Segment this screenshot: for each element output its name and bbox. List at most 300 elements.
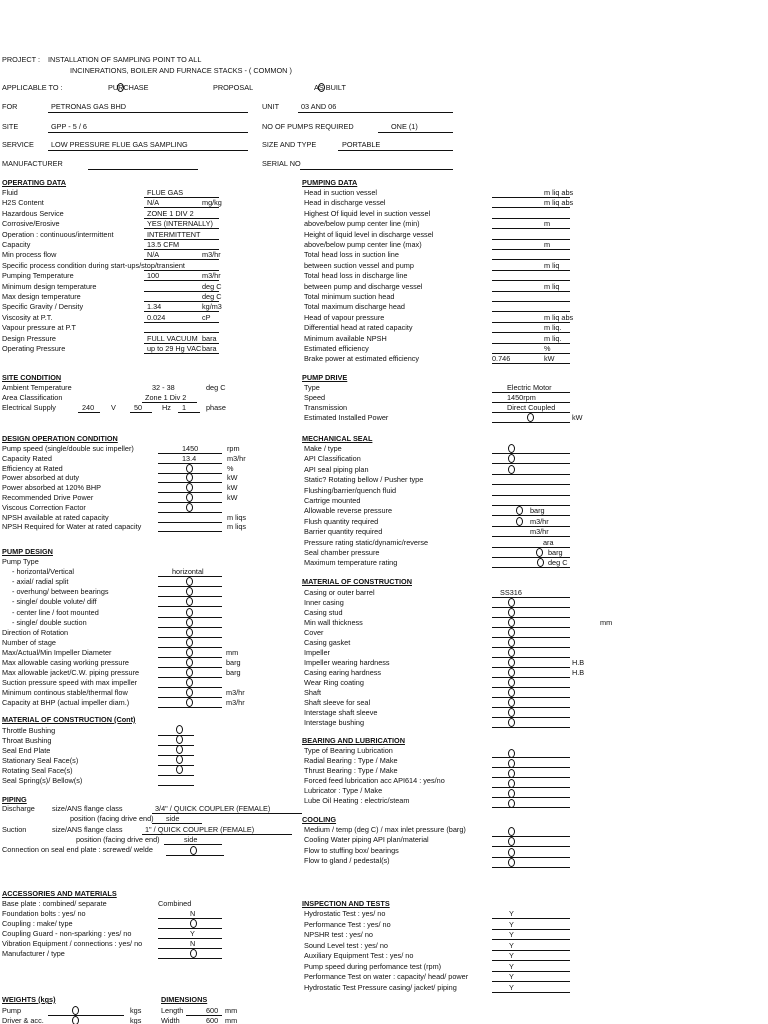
manufacturer-line — [88, 169, 198, 170]
operating-row-value: FULL VACUUM — [147, 333, 198, 343]
elec-hz-unit: Hz — [162, 403, 171, 412]
pumping-row-line — [492, 270, 570, 271]
accessories-row-label: Vibration Equipment / connections : yes/ no — [2, 939, 143, 948]
material-row-unit: H.B — [572, 668, 585, 677]
seal-row-unit: barg — [530, 506, 545, 516]
material-row-radio[interactable] — [508, 648, 515, 657]
pump-design-row-radio[interactable] — [186, 678, 193, 687]
pump-drive-row-radio[interactable] — [527, 413, 534, 422]
pump-drive-row-line — [492, 422, 570, 423]
operating-row-line — [144, 353, 219, 354]
accessories-row-radio[interactable] — [190, 919, 197, 928]
seal-row-label: Flush quantity required — [304, 516, 379, 526]
pumping-row-unit: m liq abs — [544, 188, 574, 197]
design-row-unit: rpm — [227, 444, 240, 453]
operating-row-value: 100 — [147, 271, 160, 281]
accessories-row-value: Combined — [158, 899, 192, 908]
operating-row-value: N/A — [147, 250, 160, 260]
pumping-row-line — [492, 301, 570, 302]
bearing-row-label: Radial Bearing : Type / Make — [304, 756, 398, 765]
accessories-row-line — [158, 918, 222, 919]
pump-drive-row-label: Transmission — [304, 403, 348, 412]
cooling-row-radio[interactable] — [508, 848, 515, 857]
design-row-label: Power absorbed at duty — [2, 473, 80, 483]
inspection-row-label: NPSHR test : yes/ no — [304, 930, 373, 939]
operating-row-label: Fluid — [2, 188, 18, 197]
material-cont-row-label: Throttle Bushing — [2, 726, 56, 735]
unit-line — [298, 112, 453, 113]
operating-row-value: 13.5 CFM — [147, 240, 180, 249]
inspection-row-label: Auxiliary Equipment Test : yes/ no — [304, 951, 414, 960]
pumps-line — [378, 132, 453, 133]
inspection-row-label: Hydrostatic Test Pressure casing/ jacket/ piping — [304, 982, 457, 992]
discharge-desc: size/ANS flange class — [52, 804, 123, 813]
pump-design-row-radio[interactable] — [186, 668, 193, 677]
material-row-value: SS316 — [500, 588, 522, 597]
inspection-row-value: Y — [509, 951, 514, 960]
seal-row-label: Make / type — [304, 444, 342, 453]
pumping-row-line — [492, 218, 570, 219]
design-row-label: Efficiency at Rated — [2, 463, 63, 473]
material-row-line — [492, 697, 570, 698]
pump-design-row-label: Minimum continous stable/thermal flow — [2, 688, 128, 698]
operating-row-unit: bara — [202, 344, 217, 353]
inspection-row-value: Y — [509, 982, 514, 992]
pump-design-row-radio[interactable] — [186, 698, 193, 707]
inspection-row-line — [492, 981, 570, 982]
pumps-label: NO OF PUMPS REQUIRED — [262, 122, 354, 131]
pump-design-row-radio[interactable] — [186, 688, 193, 697]
area-class-value: Zone 1 Div 2 — [145, 393, 187, 402]
pump-design-row-radio[interactable] — [186, 658, 193, 667]
operating-row-value: N/A — [147, 198, 160, 208]
inspection-title: INSPECTION AND TESTS — [302, 899, 390, 908]
design-row-line — [158, 512, 222, 513]
accessories-row-line — [158, 948, 222, 949]
operating-row-value: FLUE GAS — [147, 188, 184, 197]
serial-line — [300, 169, 453, 170]
pumping-row-unit: m liq — [544, 281, 560, 291]
material-row-label: Wear Ring coating — [304, 678, 364, 687]
pumps-value: ONE (1) — [391, 122, 418, 131]
pump-design-row-radio[interactable] — [186, 577, 193, 586]
pump-design-row-value: horizontal — [172, 567, 204, 577]
material-row-label: Impeller wearing hardness — [304, 658, 390, 667]
service-value: LOW PRESSURE FLUE GAS SAMPLING — [51, 140, 188, 149]
inspection-row-line — [492, 950, 570, 951]
pumping-row-unit: % — [544, 344, 551, 353]
cooling-row-line — [492, 857, 570, 858]
discharge-pos-value: side — [166, 814, 180, 823]
operating-row-label: Hazardous Service — [2, 208, 64, 218]
seal-row-label: Static? Rotating bellow / Pusher type — [304, 475, 424, 485]
material-cont-row-radio[interactable] — [176, 745, 183, 754]
pump-drive-row-value: Electric Motor — [507, 383, 552, 392]
cooling-row-radio[interactable] — [508, 827, 515, 836]
pump-design-row-label: Capacity at BHP (actual impeller diam.) — [2, 698, 130, 708]
ambient-temp-value: 32 - 38 — [152, 383, 175, 392]
accessories-row-value: N — [190, 909, 196, 918]
material-row-unit: H.B — [572, 658, 585, 667]
design-operation-title: DESIGN OPERATION CONDITION — [2, 434, 118, 443]
operating-row-label: Viscosity at P.T. — [2, 312, 53, 322]
pump-design-row-radio[interactable] — [186, 608, 193, 617]
cooling-row-label: Cooling Water piping API plan/material — [304, 835, 429, 845]
seal-row-radio[interactable] — [537, 558, 544, 567]
material-row-label: Interstage bushing — [304, 718, 365, 727]
cooling-row-label: Flow to gland / pedestal(s) — [304, 856, 390, 866]
pumping-row-line — [492, 207, 570, 208]
piping-title: PIPING — [2, 795, 27, 804]
service-line — [48, 150, 248, 151]
pump-weight-label: Pump — [2, 1006, 22, 1015]
seal-row-line — [492, 474, 570, 475]
seal-row-unit: barg — [548, 548, 563, 557]
design-row-label: Pump speed (single/double suc impeller) — [2, 444, 134, 453]
as-built-option: AS BUILT — [314, 83, 346, 92]
seal-row-unit: ara — [543, 537, 554, 547]
suction-value: 1" / QUICK COUPLER (FEMALE) — [145, 825, 255, 834]
material-cont-row-line — [158, 785, 194, 786]
pumping-row-label: Brake power at estimated efficiency — [304, 354, 420, 364]
material-row-label: Casing or outer barrel — [304, 588, 375, 597]
design-row-label: NPSH available at rated capacity — [2, 512, 109, 522]
width-value: 600 — [206, 1016, 219, 1024]
pump-design-row-label: Max allowable jacket/C.W. piping pressure — [2, 668, 140, 678]
length-label: Length — [161, 1006, 184, 1015]
bearing-row-line — [492, 777, 570, 778]
seal-row-label: Pressure rating static/dynamic/reverse — [304, 537, 429, 547]
inspection-row-label: Hydrostatic Test : yes/ no — [304, 909, 386, 918]
design-row-label: Recommended Drive Power — [2, 493, 94, 502]
design-row-label: Capacity Rated — [2, 453, 52, 463]
material-row-radio[interactable] — [508, 718, 515, 727]
design-row-unit: m liqs — [227, 522, 247, 532]
connection-label: Connection on seal end plate : screwed/ welde — [2, 845, 153, 854]
site-value: GPP - 5 / 6 — [51, 122, 87, 131]
design-row-radio[interactable] — [186, 473, 193, 482]
material-cont-row-label: Rotating Seal Face(s) — [2, 766, 73, 775]
operating-row-unit: mg/kg — [202, 198, 222, 208]
operating-row-label: Vapour pressure at P.T — [2, 323, 76, 333]
operating-row-label: Operation : continuous/intermittent — [2, 229, 114, 239]
accessories-row-value: N — [190, 939, 196, 948]
operating-row-value: 1.34 — [147, 302, 162, 312]
pump-design-row-radio[interactable] — [186, 628, 193, 637]
operating-row-value: INTERMITTENT — [147, 229, 201, 239]
accessories-row-line — [158, 958, 222, 959]
inspection-row-value: Y — [509, 919, 514, 929]
seal-row-unit: deg C — [548, 558, 568, 568]
pump-design-row-radio[interactable] — [186, 618, 193, 627]
purchase-radio[interactable] — [117, 83, 124, 92]
pump-design-row-label: - single/ double suction — [12, 617, 87, 627]
pumping-row-unit: m liq abs — [544, 312, 574, 322]
pumping-row-label: Estimated efficiency — [304, 344, 369, 353]
seal-row-radio[interactable] — [508, 465, 515, 474]
weights-title: WEIGHTS (kgs) — [2, 995, 56, 1004]
operating-row-value: YES (INTERNALLY) — [147, 219, 213, 229]
site-label: SITE — [2, 122, 19, 131]
size-type-value: PORTABLE — [342, 140, 381, 149]
seal-row-label: Cartrige mounted — [304, 496, 361, 505]
length-value: 600 — [206, 1006, 219, 1015]
operating-row-unit: deg C — [202, 292, 222, 301]
seal-row-line — [492, 463, 570, 464]
material-row-radio[interactable] — [508, 638, 515, 647]
as-built-radio[interactable] — [318, 83, 325, 92]
inspection-row-label: Performance Test : yes/ no — [304, 919, 391, 929]
material-row-line — [492, 717, 570, 718]
design-row-unit: m liqs — [227, 512, 247, 522]
pump-design-row-radio[interactable] — [186, 587, 193, 596]
cooling-row-label: Medium / temp (deg C) / max inlet pressure (barg) — [304, 825, 466, 834]
seal-row-label: Allowable reverse pressure — [304, 506, 393, 516]
seal-row-label: API Classification — [304, 454, 361, 464]
pump-drive-row-value: 1450rpm — [507, 393, 536, 402]
site-condition-title: SITE CONDITION — [2, 373, 62, 382]
connection-radio[interactable] — [190, 846, 197, 855]
suction-label: Suction — [2, 825, 27, 834]
pumping-row-label: above/below pump center line (min) — [304, 219, 420, 229]
seal-row-radio[interactable] — [536, 548, 543, 557]
pump-drive-row-value: Direct Coupled — [507, 403, 556, 412]
pump-design-row-unit: m3/hr — [226, 688, 245, 698]
pump-weight-radio[interactable] — [72, 1006, 79, 1015]
bearing-row-label: Lube Oil Heating : electric/steam — [304, 796, 410, 805]
material-row-line — [492, 647, 570, 648]
pumping-row-label: Highest Of liquid level in suction vessel — [304, 208, 431, 218]
accessories-row-label: Base plate : combined/ separate — [2, 899, 107, 908]
cooling-row-radio[interactable] — [508, 837, 515, 846]
material-row-radio[interactable] — [508, 618, 515, 627]
size-type-line — [338, 150, 453, 151]
material-cont-row-radio[interactable] — [176, 765, 183, 774]
bearing-row-line — [492, 757, 570, 758]
operating-row-unit: kg/m3 — [202, 302, 222, 312]
size-type-label: SIZE AND TYPE — [262, 140, 317, 149]
pump-design-row-unit: barg — [226, 658, 241, 667]
operating-row-label: H2S Content — [2, 198, 44, 208]
elec-volt-line — [78, 412, 100, 413]
ambient-temp-unit: deg C — [206, 383, 226, 392]
material-row-line — [492, 687, 570, 688]
design-row-unit: kW — [227, 493, 238, 502]
design-row-unit: kW — [227, 473, 238, 483]
proposal-option: PROPOSAL — [213, 83, 254, 92]
inspection-row-label: Performance Test on water : capacity/ head/ power — [304, 972, 469, 981]
pumping-row-unit: kW — [544, 354, 555, 364]
material-row-line — [492, 727, 570, 728]
elec-phase-line — [178, 412, 200, 413]
seal-row-radio[interactable] — [516, 506, 523, 515]
seal-row-label: Barrier quantity required — [304, 527, 383, 537]
seal-row-radio[interactable] — [516, 517, 523, 526]
pump-design-row-label: Direction of Rotation — [2, 627, 69, 637]
cooling-row-line — [492, 846, 570, 847]
pumping-row-label: Height of liquid level in discharge vessel — [304, 229, 434, 239]
material-cont-row-label: Throat Bushing — [2, 736, 52, 745]
suction-line — [142, 834, 292, 835]
unit-value: 03 AND 06 — [301, 102, 337, 111]
seal-row-radio[interactable] — [508, 454, 515, 463]
pumping-row-unit: m liq abs — [544, 198, 574, 208]
driver-weight-radio[interactable] — [72, 1016, 79, 1024]
operating-row-unit: deg C — [202, 281, 222, 291]
material-row-radio[interactable] — [508, 598, 515, 607]
pumping-row-unit: m liq — [544, 260, 560, 270]
unit-label: UNIT — [262, 102, 280, 111]
pumping-row-label: above/below pump center line (max) — [304, 240, 422, 249]
inspection-row-value: Y — [509, 909, 514, 918]
pumping-row-line — [492, 291, 570, 292]
material-row-radio[interactable] — [508, 688, 515, 697]
material-row-label: Casing earing hardness — [304, 668, 382, 677]
bearing-row-label: Forced feed lubrication acc API614 : yes/no — [304, 776, 445, 785]
design-row-line — [158, 531, 222, 532]
pumping-row-label: Differential head at rated capacity — [304, 323, 413, 333]
material-row-line — [492, 707, 570, 708]
material-cont-title: MATERIAL OF CONSTRUCTION (Cont) — [2, 715, 136, 724]
material-row-radio[interactable] — [508, 678, 515, 687]
operating-row-label: Design Pressure — [2, 333, 56, 343]
pump-drive-title: PUMP DRIVE — [302, 373, 348, 382]
design-row-radio[interactable] — [186, 493, 193, 502]
pumping-row-label: Head in suction vessel — [304, 188, 378, 197]
accessories-row-radio[interactable] — [190, 949, 197, 958]
material-cont-row-radio[interactable] — [176, 755, 183, 764]
inspection-row-line — [492, 929, 570, 930]
material-row-label: Impeller — [304, 648, 330, 657]
width-unit: mm — [225, 1016, 238, 1024]
pump-design-row-radio[interactable] — [186, 648, 193, 657]
operating-row-label: Pumping Temperature — [2, 271, 74, 281]
width-label: Width — [161, 1016, 180, 1024]
pump-drive-row-unit: kW — [572, 413, 583, 422]
pump-weight-line — [48, 1015, 124, 1016]
inspection-row-label: Pump speed during perfomance test (rpm) — [304, 961, 442, 971]
operating-row-label: Capacity — [2, 240, 31, 249]
pumping-row-unit: m liq. — [544, 323, 562, 333]
pump-design-row-label: - horizontal/Vertical — [12, 567, 75, 577]
bearing-row-label: Thrust Bearing : Type / Make — [304, 766, 398, 775]
design-row-radio[interactable] — [186, 483, 193, 492]
operating-row-value: up to 29 Hg VAC — [147, 344, 202, 353]
material-row-radio[interactable] — [508, 698, 515, 707]
design-row-radio[interactable] — [186, 464, 193, 473]
material-row-radio[interactable] — [508, 628, 515, 637]
material-row-label: Shaft — [304, 688, 322, 697]
design-row-unit: kW — [227, 483, 238, 493]
operating-row-value: 0.024 — [147, 312, 166, 322]
pump-design-row-radio[interactable] — [186, 638, 193, 647]
for-line — [48, 112, 248, 113]
pump-design-row-label: Number of stage — [2, 637, 56, 647]
cooling-row-line — [492, 836, 570, 837]
seal-row-radio[interactable] — [508, 444, 515, 453]
bearing-title: BEARING AND LUBRICATION — [302, 736, 405, 745]
pump-design-title: PUMP DESIGN — [2, 547, 53, 556]
design-row-line — [158, 522, 222, 523]
pump-design-row-label: Max/Actual/Min Impeller Diameter — [2, 647, 112, 657]
operating-row-unit: cP — [202, 312, 211, 322]
inspection-row-line — [492, 918, 570, 919]
material-cont-row-line — [158, 775, 194, 776]
bearing-row-line — [492, 807, 570, 808]
inspection-row-line — [492, 960, 570, 961]
pump-drive-row-label: Estimated Installed Power — [304, 413, 389, 422]
pumping-row-unit: m — [544, 240, 551, 249]
material-row-label: Shaft sleeve for seal — [304, 698, 371, 707]
inspection-row-value: Y — [509, 940, 514, 950]
operating-data-title: OPERATING DATA — [2, 178, 67, 187]
seal-row-label: Seal chamber pressure — [304, 548, 380, 557]
design-row-value: 13.4 — [182, 453, 197, 463]
material-row-radio[interactable] — [508, 668, 515, 677]
cooling-row-label: Flow to stuffing box/ bearings — [304, 845, 399, 855]
pumping-row-label: Total minimum suction head — [304, 292, 395, 301]
material-cont-row-label: Seal End Plate — [2, 746, 51, 755]
for-label: FOR — [2, 102, 18, 111]
material-row-line — [492, 677, 570, 678]
length-unit: mm — [225, 1006, 238, 1015]
material-row-unit: mm — [600, 618, 613, 627]
design-row-radio[interactable] — [186, 503, 193, 512]
material-row-radio[interactable] — [508, 608, 515, 617]
discharge-label: Discharge — [2, 804, 35, 813]
pump-design-row-label: Pump Type — [2, 557, 39, 566]
material-row-line — [492, 657, 570, 658]
accessories-title: ACCESSORIES AND MATERIALS — [2, 889, 117, 898]
seal-row-unit: m3/hr — [530, 527, 549, 537]
discharge-pos-label: position (facing drive end) — [70, 814, 154, 823]
seal-row-label: API seal piping plan — [304, 464, 369, 474]
accessories-row-label: Coupling : make/ type — [2, 919, 73, 928]
project-line-2: INCINERATIONS, BOILER AND FURNACE STACKS - ( COMMON ) — [70, 66, 292, 75]
suction-pos-line — [164, 844, 222, 845]
project-line-1: INSTALLATION OF SAMPLING POINT TO ALL — [48, 55, 202, 64]
bearing-row-line — [492, 767, 570, 768]
operating-row-label: Specific Gravity / Density — [2, 302, 84, 312]
bearing-row-label: Type of Bearing Lubrication — [304, 746, 393, 755]
material-cont-row-radio[interactable] — [176, 725, 183, 734]
cooling-row-radio[interactable] — [508, 858, 515, 867]
pumping-row-line — [492, 249, 570, 250]
seal-row-line — [492, 495, 570, 496]
pump-design-row-radio[interactable] — [186, 597, 193, 606]
pump-design-row-label: - center line / foot mounted — [12, 607, 99, 617]
bearing-row-label: Lubricator : Type / Make — [304, 786, 383, 795]
bearing-row-line — [492, 787, 570, 788]
design-row-label: Power absorbed at 120% BHP — [2, 483, 101, 493]
project-label: PROJECT : — [2, 55, 40, 64]
operating-row-label: Max design temperature — [2, 292, 81, 301]
pumping-row-label: Total maximum discharge head — [304, 302, 405, 312]
suction-pos-label: position (facing drive end) — [76, 835, 160, 844]
accessories-row-label: Foundation bolts : yes/ no — [2, 909, 86, 918]
material-cont-row-radio[interactable] — [176, 735, 183, 744]
material-cont-row-label: Stationary Seal Face(s) — [2, 756, 79, 765]
design-row-value: 1450 — [182, 444, 199, 453]
elec-supply-label: Electrical Supply — [2, 403, 56, 412]
material-row-line — [492, 597, 570, 598]
pumping-row-label: Total head loss in suction line — [304, 250, 399, 260]
discharge-pos-line — [152, 823, 202, 824]
material-row-radio[interactable] — [508, 708, 515, 717]
pumping-row-line — [492, 228, 570, 229]
material-row-radio[interactable] — [508, 658, 515, 667]
operating-row-value: ZONE 1 DIV 2 — [147, 208, 194, 218]
